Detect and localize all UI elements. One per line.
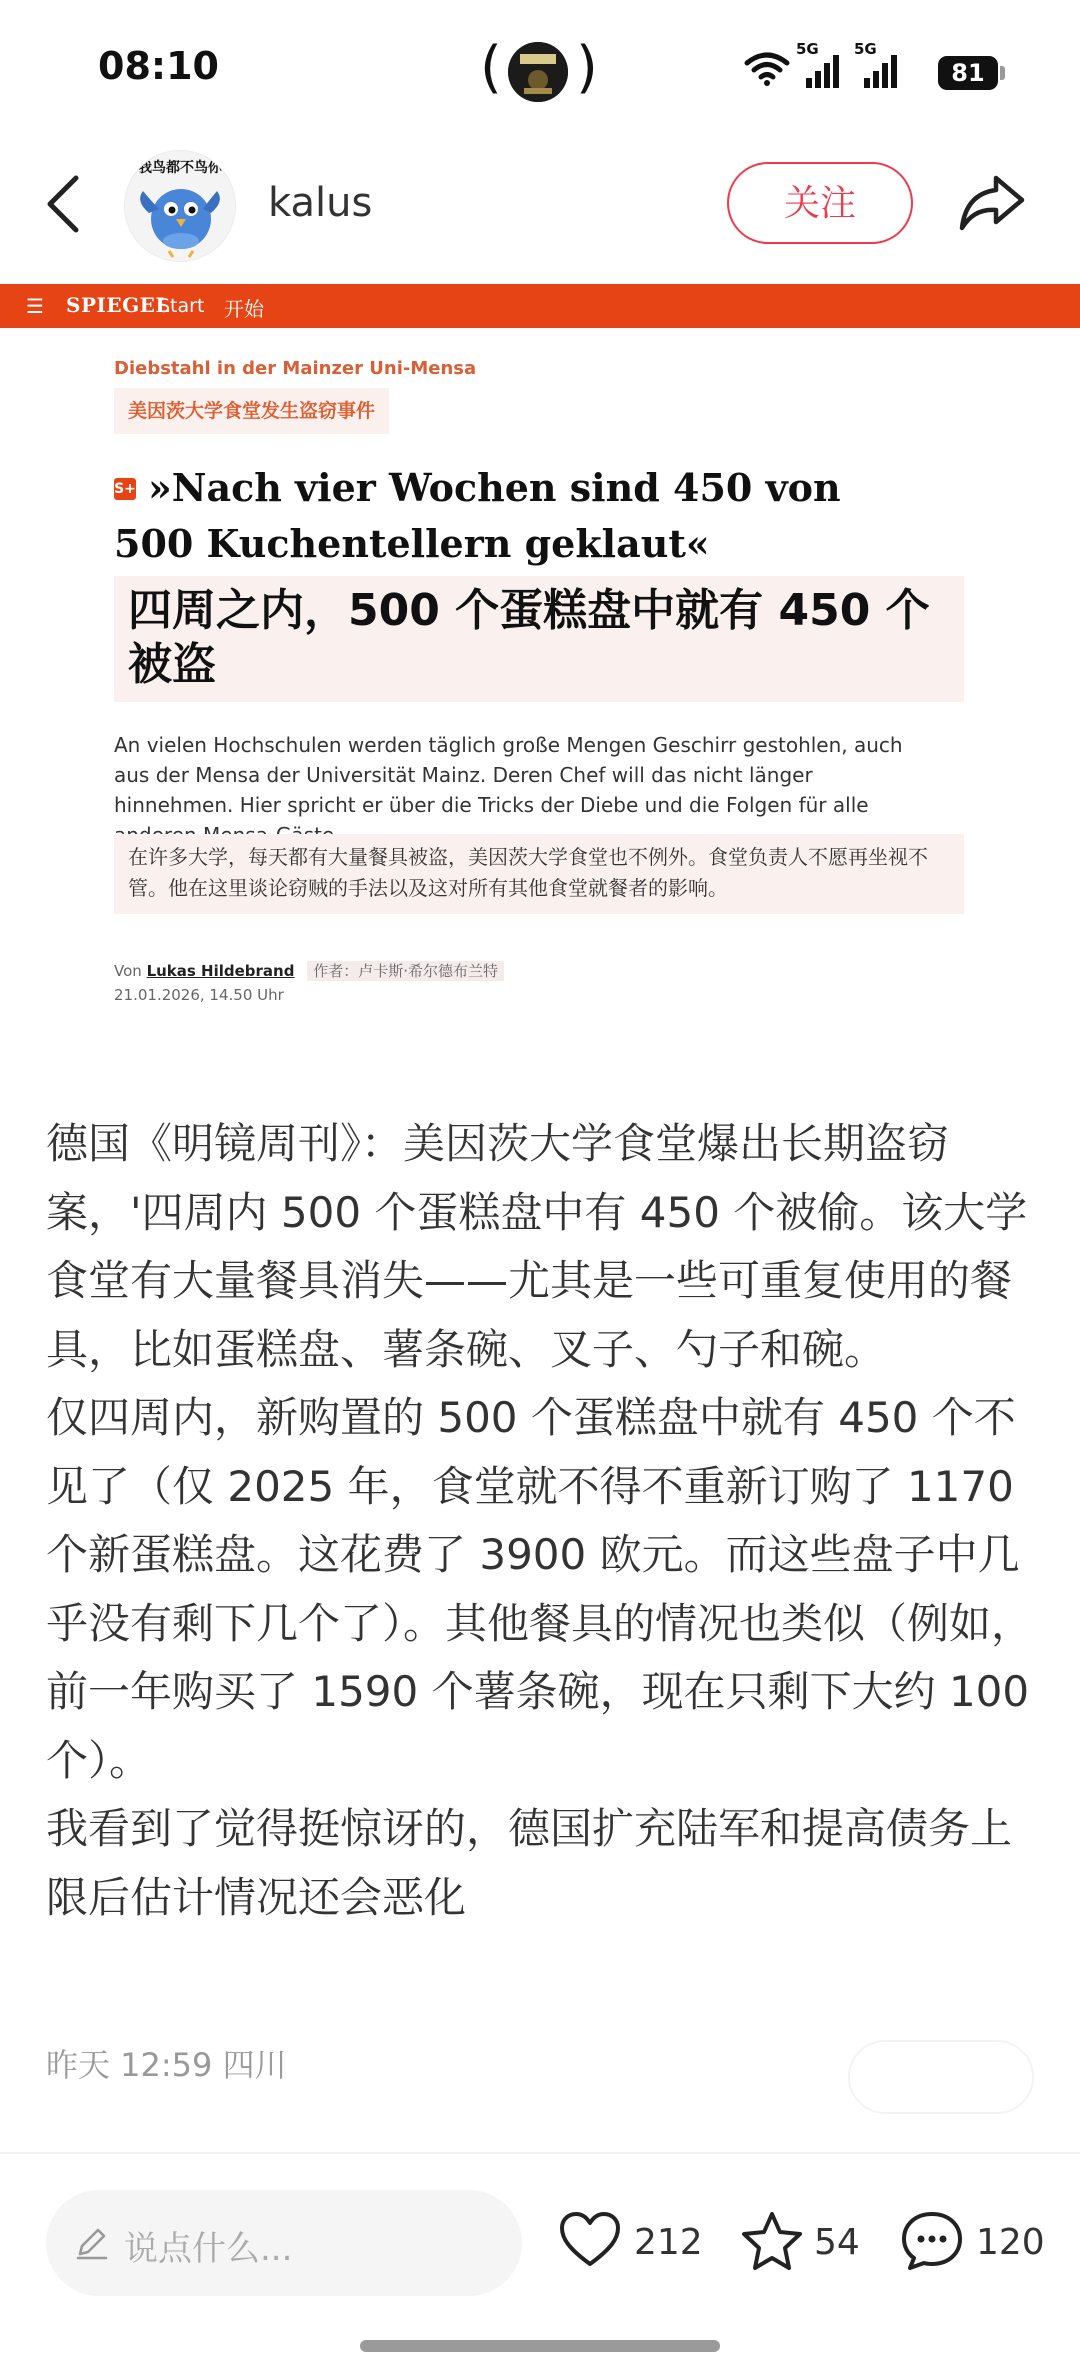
article-kicker: Diebstahl in der Mainzer Uni-Mensa: [114, 358, 477, 379]
battery-level: 81: [938, 56, 998, 90]
blue-bird-icon: [125, 151, 235, 261]
article-byline: [114, 960, 504, 981]
media-cover-icon: [508, 42, 568, 102]
status-indicators: [744, 40, 1014, 96]
comment-count: 120: [976, 2222, 1045, 2263]
divider: [0, 2152, 1080, 2154]
island-right-paren: ): [576, 35, 598, 100]
spiegel-start-translation: 开始: [224, 297, 264, 321]
spiegel-header-bar: [0, 284, 1080, 328]
like-count: 212: [634, 2222, 703, 2263]
article-screenshot-image[interactable]: [0, 284, 1080, 1024]
share-arrow-icon: [956, 170, 1028, 234]
home-indicator[interactable]: [360, 2340, 720, 2352]
comment-bubble-icon: [900, 2210, 964, 2272]
star-button[interactable]: [740, 2204, 880, 2280]
wifi-icon: [744, 50, 790, 86]
battery-tip: [1000, 66, 1005, 80]
post-header: [0, 140, 1080, 270]
post-paragraph: 仅四周内，新购置的 500 个蛋糕盘中就有 450 个不见了（仅 2025 年，食堂就不得不重新订购了 1170 个新蛋糕盘。这花费了 3900 欧元。而这些盘子中几乎没有剩下几个了）。其他餐具的情况也类似（例如，前一年购买了 1590 个薯条碗，现在只剩下大约 100 个）。: [46, 1393, 1034, 1785]
back-button[interactable]: [40, 172, 90, 236]
post-timestamp-location: 昨天 12:59 四川: [46, 2046, 287, 2084]
dynamic-island[interactable]: [480, 36, 596, 108]
spiegel-start-label: Start: [158, 295, 205, 317]
byline-prefix: Von: [114, 962, 142, 980]
island-media-avatar: [508, 42, 568, 102]
byline-author-translation: 作者：卢卡斯·希尔德布兰特: [307, 961, 504, 981]
article-headline: »Nach vier Wochen sind 450 von 500 Kuchentellern geklaut«: [114, 465, 841, 566]
share-button[interactable]: [956, 170, 1028, 234]
signal-2-icon: [862, 54, 898, 88]
signal-1-label: 5G: [796, 40, 819, 58]
faded-action-button[interactable]: [848, 2040, 1034, 2114]
avatar-caption: 我鸟都不鸟你: [138, 160, 222, 176]
comment-placeholder: 说点什么...: [124, 2229, 293, 2269]
hamburger-menu-icon: ☰: [26, 294, 44, 318]
spiegel-plus-badge: S+: [114, 478, 136, 500]
article-date: 21.01.2026, 14.50 Uhr: [114, 986, 284, 1004]
byline-author: Lukas Hildebrand: [146, 962, 295, 980]
heart-icon: [558, 2210, 622, 2270]
post-paragraph: 我看到了觉得挺惊讶的，德国扩充陆军和提高债务上限后估计情况还会恶化: [46, 1804, 1013, 1922]
follow-button[interactable]: 关注: [727, 162, 913, 244]
comment-input[interactable]: [46, 2190, 522, 2296]
spiegel-logo: SPIEGEL: [66, 293, 170, 317]
user-avatar[interactable]: [124, 150, 236, 262]
chevron-left-icon: [40, 172, 90, 236]
username[interactable]: kalus: [268, 180, 373, 226]
status-time: 08:10: [98, 44, 219, 88]
pencil-icon: [74, 2224, 110, 2260]
like-button[interactable]: [558, 2204, 708, 2280]
post-paragraph: 德国《明镜周刊》：美因茨大学食堂爆出长期盗窃案，'四周内 500 个蛋糕盘中有 450 个被偷。该大学食堂有大量餐具消失——尤其是一些可重复使用的餐具，比如蛋糕盘、薯条碗、叉子、勺子和碗。: [46, 1119, 1028, 1374]
article-headline-translation: 四周之内，500 个蛋糕盘中就有 450 个被盗: [114, 576, 964, 702]
signal-2-label: 5G: [854, 40, 877, 58]
post-body: [46, 1110, 1046, 1932]
article-teaser: An vielen Hochschulen werden täglich große Mengen Geschirr gestohlen, auch aus der Mensa der Universität Mainz. Deren Chef will das nicht länger hinnehmen. Hier spricht er über die Tricks der Diebe und die Folgen für alle: [114, 733, 903, 817]
status-bar: [0, 0, 1080, 140]
article-teaser-translation: 在许多大学，每天都有大量餐具被盗，美因茨大学食堂也不例外。食堂负责人不愿再坐视不管。他在这里谈论窃贼的手法以及这对所有其他食堂就餐者的影响。: [114, 834, 964, 914]
star-count: 54: [814, 2222, 860, 2263]
island-left-paren: (: [480, 35, 502, 100]
star-icon: [740, 2210, 804, 2272]
comment-button[interactable]: [900, 2204, 1045, 2280]
signal-1-icon: [804, 54, 840, 88]
article-kicker-translation: 美因茨大学食堂发生盗窃事件: [114, 388, 389, 434]
